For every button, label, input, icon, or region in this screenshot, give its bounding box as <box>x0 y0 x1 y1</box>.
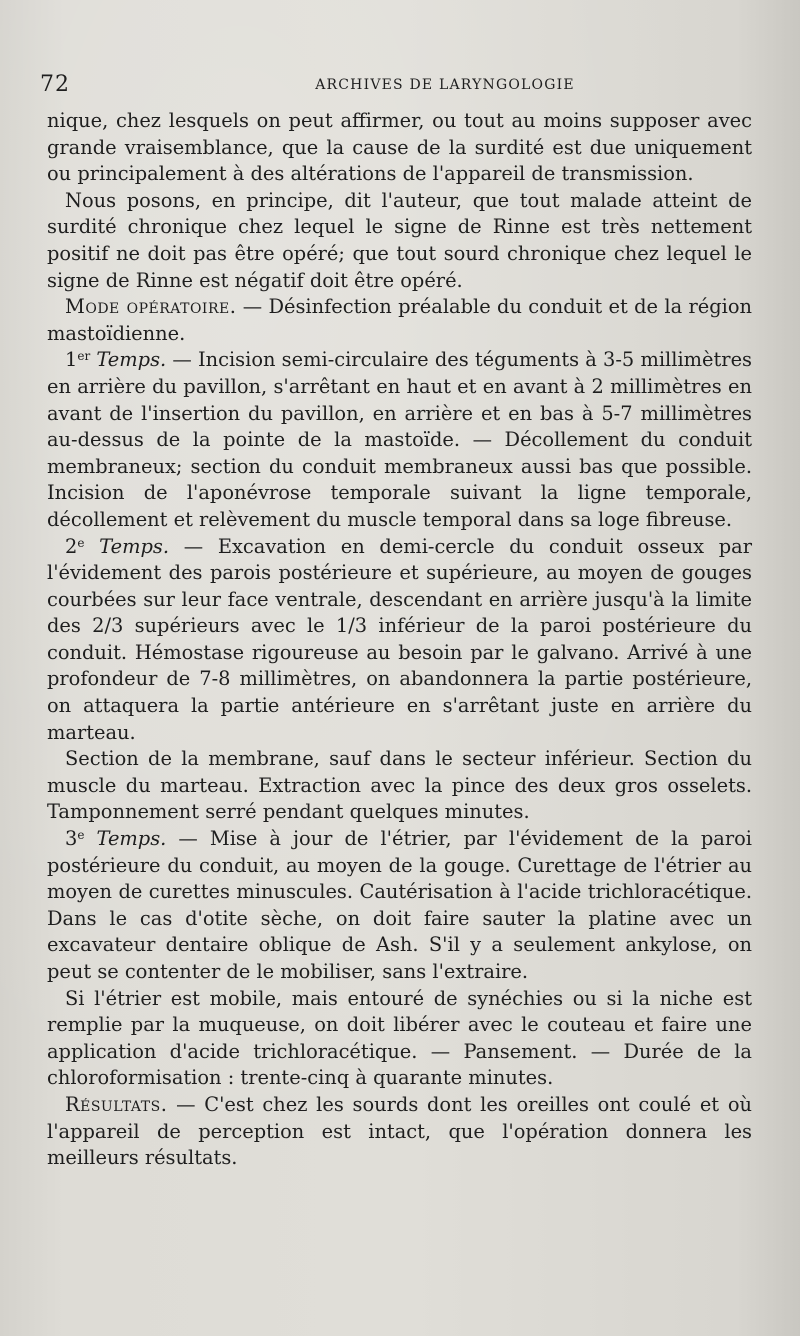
step-lead: Temps. <box>84 827 167 851</box>
step-ordinal: er <box>77 349 91 364</box>
body-text <box>47 108 752 1172</box>
page-number: 72 <box>40 72 70 97</box>
paragraph-text: — Désinfection préalable du conduit et de la région mastoïdienne. <box>47 295 752 345</box>
paragraph-temps-2 <box>47 534 752 747</box>
page-header <box>40 70 760 100</box>
paragraph-temps-1 <box>47 347 752 533</box>
paragraph-principle <box>47 188 752 294</box>
paragraph-resultats <box>47 1092 752 1172</box>
paragraph-text: — Excavation en demi-cercle du conduit osseux par l'évidement des parois postérieure et supérieure, au moyen de gouges courbées sur leur face ventrale, descendant en arrière jusqu'à la limite des 2/3 supérieurs avec le 1/3 inférieur de la paroi postérieure du conduit. Hémostase rigoureuse au besoin par le galvano. Arrivé à une profondeur de 7-8 millimètres, on abandonnera la partie postérieure, on attaquera la partie antérieure en s'arrêtant juste en arrière du marteau. <box>47 534 752 744</box>
paragraph-text: nique, chez lesquels on peut affirmer, ou tout au moins supposer avec grande vraisemblance, que la cause de la surdité est due uniquement ou principalement à des altérations de l'appareil de transmission. <box>47 109 752 186</box>
step-number: 1 <box>65 348 78 372</box>
paragraph-text: Section de la membrane, sauf dans le secteur inférieur. Section du muscle du marteau. Extraction avec la pince des deux gros osselets. Tamponnement serré pendant quelques minutes. <box>47 747 752 824</box>
paragraph-text: — C'est chez les sourds dont les oreilles ont coulé et où l'appareil de perception est intact, que l'opération donnera les meilleurs résultats. <box>47 1092 752 1170</box>
step-lead: Temps. <box>90 348 167 372</box>
paragraph-temps-3 <box>47 826 752 986</box>
step-number: 3 <box>65 827 78 851</box>
paragraph-continuation <box>47 108 752 188</box>
paragraph-etrier-mobile <box>47 986 752 1092</box>
paragraph-mode-operatoire <box>47 294 752 347</box>
section-lead: Mode opératoire. <box>65 295 237 319</box>
paragraph-text: Si l'étrier est mobile, mais entouré de synéchies ou si la niche est remplie par la muqueuse, on doit libérer avec le couteau et faire une application d'acide trichloracétique. — Pansement. — Durée de la chloroformisation : trente-cinq à quarante minutes. <box>47 986 752 1090</box>
paragraph-text: Nous posons, en principe, dit l'auteur, que tout malade atteint de surdité chronique chez lequel le signe de Rinne est très nettement positif ne doit pas être opéré; que tout sourd chronique chez lequel le signe de Rinne est négatif doit être opéré. <box>47 188 752 292</box>
step-lead: Temps. <box>84 534 169 558</box>
paragraph-text: — Mise à jour de l'étrier, par l'évidement de la paroi postérieure du conduit, au moyen de la gouge. Curettage de l'étrier au moyen de curettes minuscules. Cautérisation à l'acide trichloracétique. Dans le cas d'otite sèche, on doit faire sauter la platine avec un excavateur dentaire oblique de Ash. S'il y a seulement ankylose, on peut se contenter de le mobiliser, sans l'extraire. <box>47 827 753 983</box>
running-head: ARCHIVES DE LARYNGOLOGIE <box>315 77 575 93</box>
paragraph-section-membrane <box>47 746 752 826</box>
step-number: 2 <box>65 534 78 558</box>
section-lead: Résultats. <box>65 1092 168 1116</box>
paragraph-text: — Incision semi-circulaire des téguments à 3-5 millimètres en arrière du pavillon, s'arrêtant en haut et en avant à 2 millimètres en avant de l'insertion du pavillon, en arrière et en bas à 5-7 millimètres au-dessus de la pointe de la mastoïde. — Décollement du conduit membraneux; section du conduit membraneux aussi bas que possible. Incision de l'aponévrose temporale suivant la ligne temporale, décollement et relèvement du muscle temporal dans sa loge fibreuse. <box>47 348 752 531</box>
step-ordinal: e <box>77 828 85 843</box>
step-ordinal: e <box>77 535 85 550</box>
